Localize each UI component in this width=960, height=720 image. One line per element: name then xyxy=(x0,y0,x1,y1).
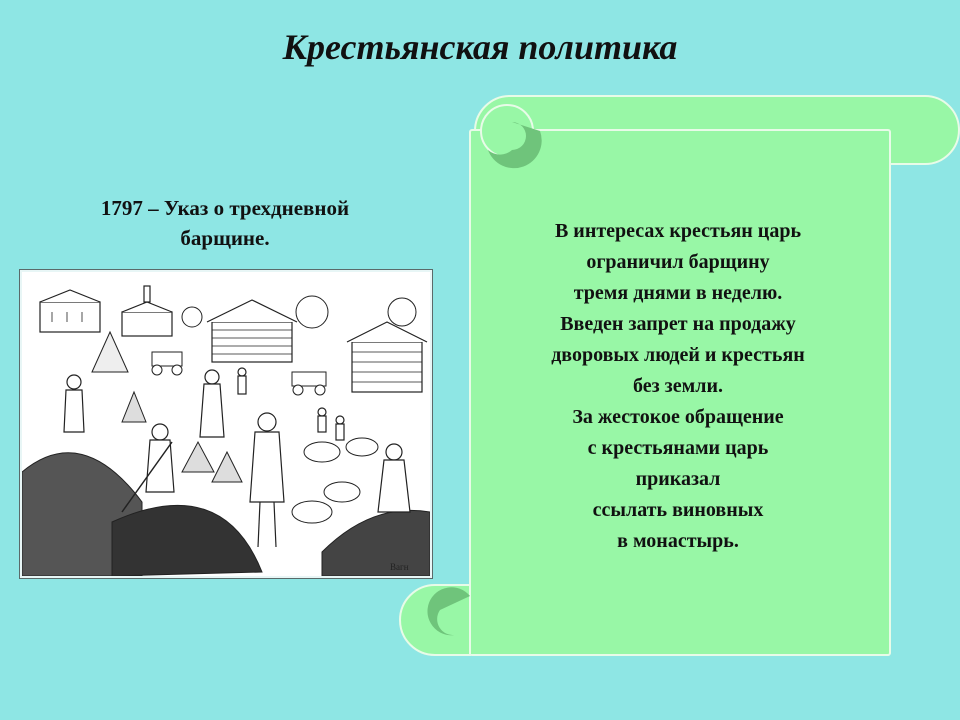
scroll-line-5: дворовых людей и крестьян xyxy=(551,344,805,366)
scroll-line-9: приказал xyxy=(635,468,721,490)
decree-caption-line-2: барщине. xyxy=(180,226,270,250)
scroll-line-11: в монастырь. xyxy=(617,530,739,552)
scroll-line-3: тремя днями в неделю. xyxy=(573,282,783,304)
scroll-line-4: Введен запрет на продажу xyxy=(560,313,796,335)
scroll-line-1: В интересах крестьян царь xyxy=(554,220,802,242)
engraving-signature: Вагн xyxy=(390,562,409,572)
scroll-line-7: За жестокое обращение xyxy=(572,406,784,428)
slide-title: Крестьянская политика xyxy=(282,27,678,67)
scroll-line-8: с крестьянами царь xyxy=(587,437,769,459)
scroll-text xyxy=(496,216,860,557)
scroll-line-2: ограничил барщину xyxy=(586,251,770,273)
scroll-line-6: без земли. xyxy=(633,375,723,397)
decree-caption-line-1: 1797 – Указ о трехдневной xyxy=(100,196,350,220)
scroll-line-10: ссылать виновных xyxy=(592,499,764,521)
